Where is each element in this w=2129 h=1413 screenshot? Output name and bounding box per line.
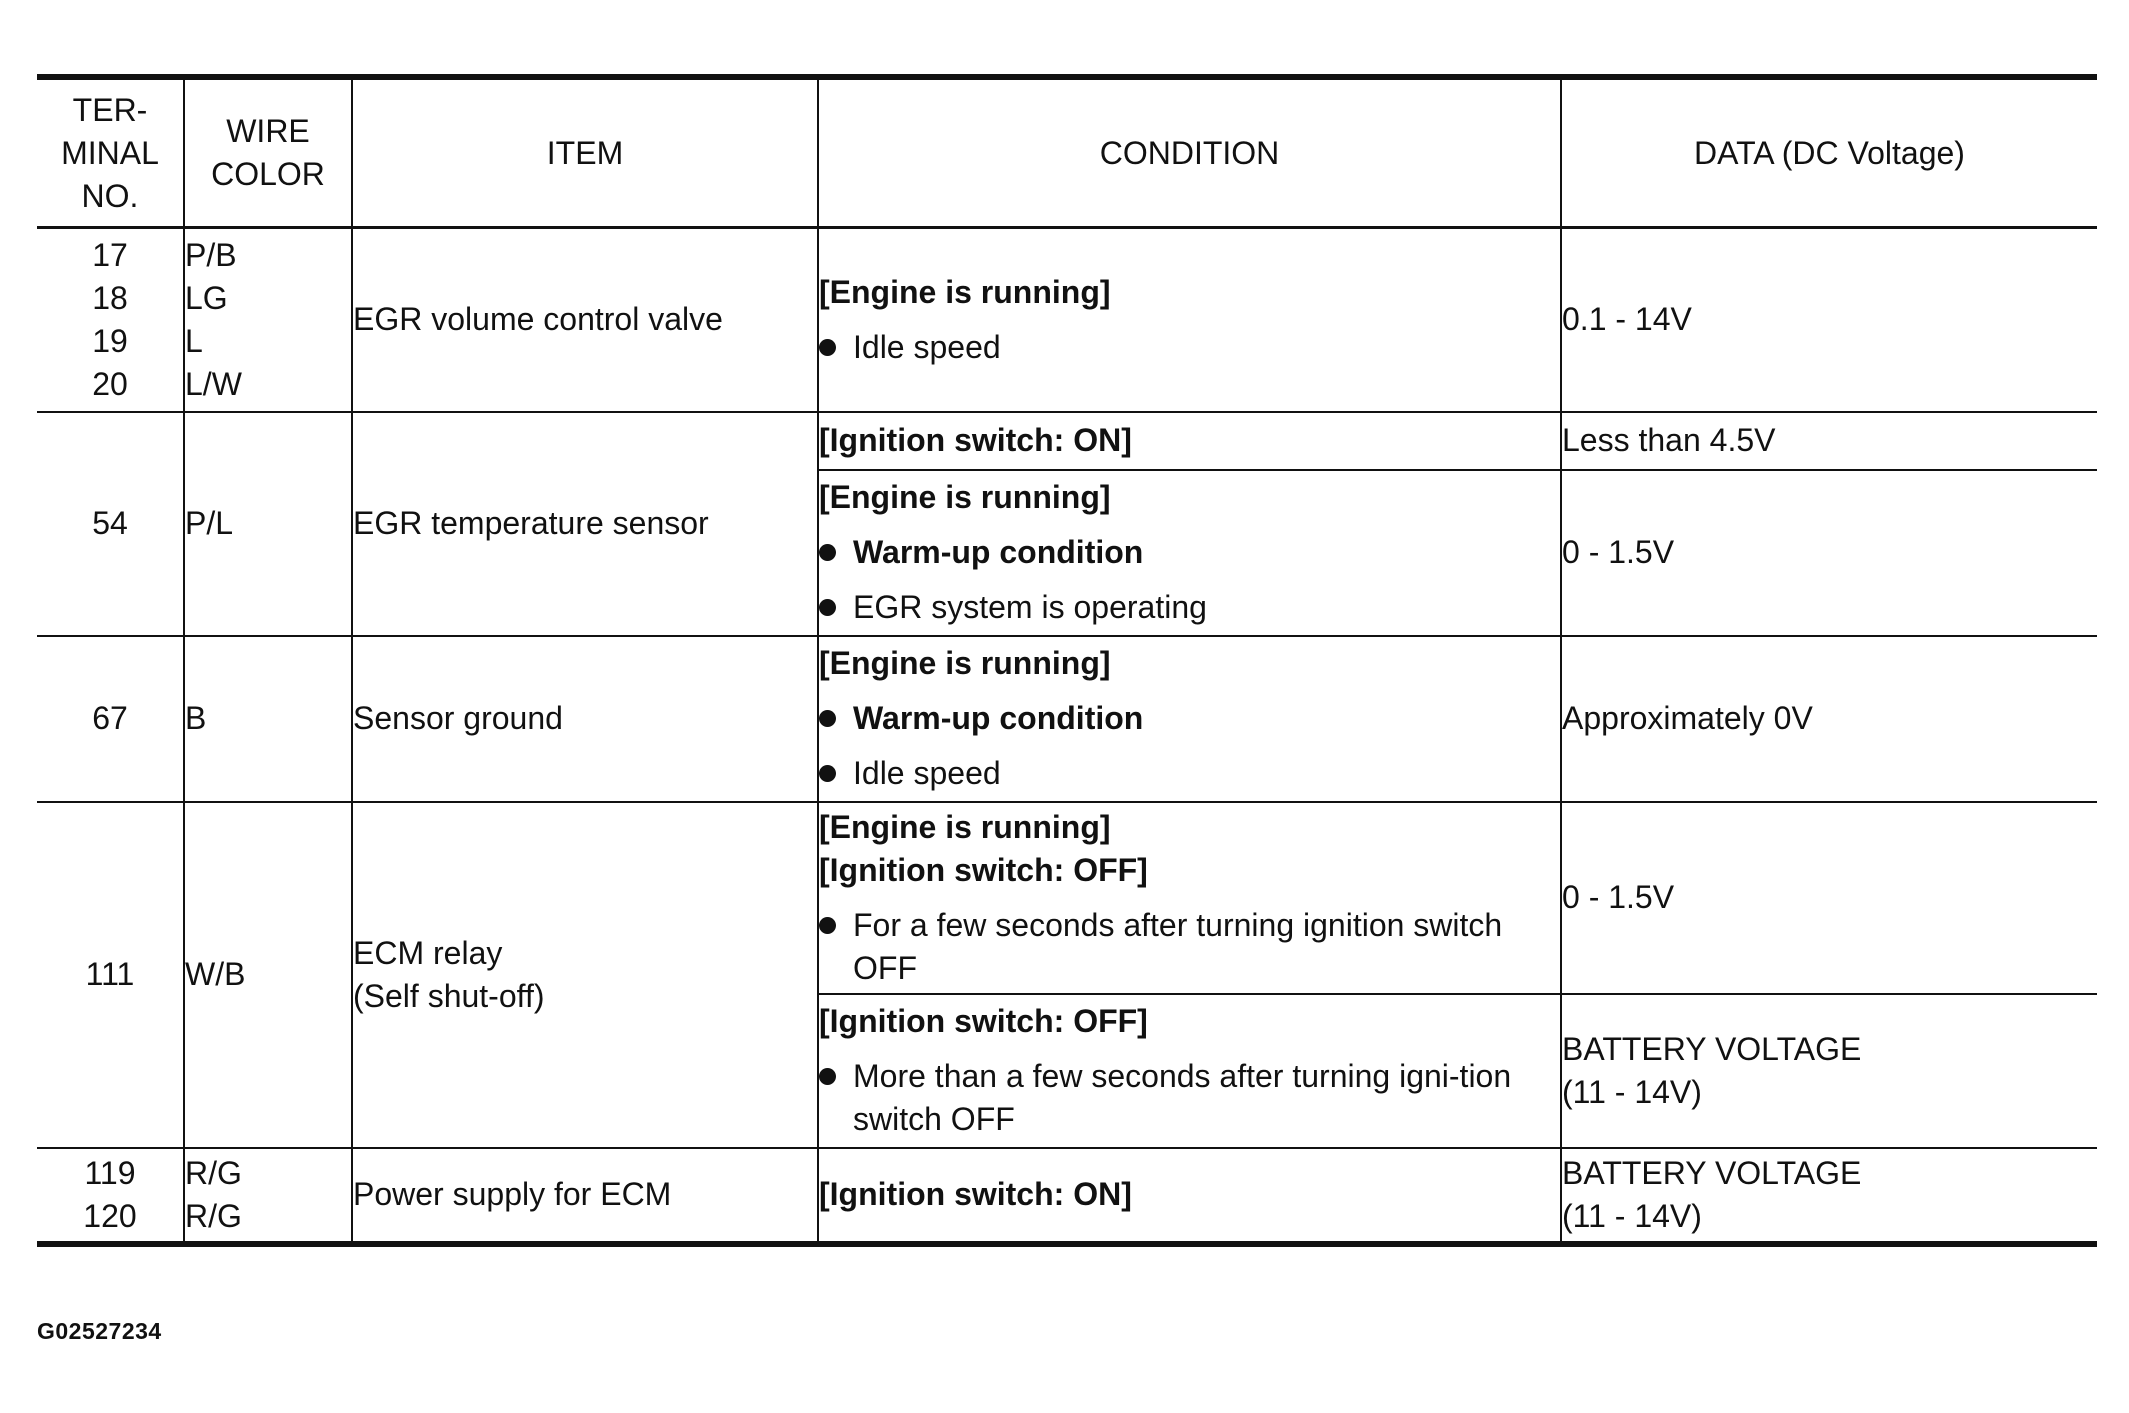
table-row: [37, 228, 2097, 412]
data-voltage-cell: Less than 4.5V: [1561, 412, 2097, 470]
condition-bullet-text: More than a few seconds after turning igni-tion switch OFF: [853, 1058, 1512, 1137]
condition-heading: [Ignition switch: OFF]: [819, 851, 1148, 888]
condition-cell: [818, 802, 1561, 994]
item-cell: Sensor ground: [352, 636, 818, 802]
wire-color-cell: B: [184, 636, 352, 802]
data-voltage-cell: Approximately 0V: [1561, 636, 2097, 802]
table-row: [37, 802, 2097, 994]
wire-color-cell: R/G R/G: [184, 1148, 352, 1244]
table-row: [37, 1148, 2097, 1244]
condition-heading: [Engine is running]: [819, 808, 1111, 845]
data-voltage-cell: BATTERY VOLTAGE (11 - 14V): [1562, 1154, 1862, 1234]
header-wire-color: WIRE COLOR: [184, 77, 352, 228]
bullet-dot-icon: [819, 599, 836, 616]
condition-heading: [Ignition switch: ON]: [819, 1176, 1132, 1212]
condition-bullet: [819, 586, 1560, 629]
condition-heading: [Engine is running]: [819, 273, 1111, 310]
condition-bullet: [819, 752, 1560, 795]
condition-cell: [818, 228, 1561, 412]
condition-cell: [818, 994, 1561, 1148]
condition-cell: [818, 412, 1561, 470]
terminal-no-cell: 17 18 19 20: [37, 228, 184, 412]
terminal-no-cell: 67: [37, 636, 184, 802]
condition-bullet: [819, 1055, 1560, 1141]
header-condition: CONDITION: [818, 77, 1561, 228]
condition-bullet-text: Warm-up condition: [853, 534, 1144, 570]
condition-bullet: [819, 326, 1560, 369]
table-body: [37, 228, 2097, 1244]
bullet-dot-icon: [819, 917, 836, 934]
terminal-no-cell: 119 120: [37, 1148, 184, 1244]
condition-bullet: [819, 531, 1560, 574]
item-cell: ECM relay (Self shut-off): [352, 802, 818, 1148]
condition-bullet-text: EGR system is operating: [853, 589, 1207, 625]
condition-bullet-text: Idle speed: [853, 755, 1001, 791]
condition-heading: [Ignition switch: OFF]: [819, 1003, 1148, 1039]
condition-heading: [Ignition switch: ON]: [819, 422, 1132, 458]
condition-cell: [818, 1148, 1561, 1244]
data-voltage-cell: 0 - 1.5V: [1561, 470, 2097, 636]
bullet-dot-icon: [819, 1068, 836, 1085]
condition-heading: [Engine is running]: [819, 645, 1111, 681]
item-cell: EGR temperature sensor: [352, 412, 818, 636]
condition-bullet: [819, 904, 1560, 990]
terminal-no-cell: 111: [37, 802, 184, 1148]
table-row: [37, 636, 2097, 802]
wire-color-cell: W/B: [184, 802, 352, 1148]
condition-cell: [818, 636, 1561, 802]
condition-bullet-text: For a few seconds after turning ignition switch OFF: [853, 906, 1503, 986]
ecm-terminal-table: [37, 74, 2097, 1247]
bullet-dot-icon: [819, 339, 836, 356]
condition-cell: [818, 470, 1561, 636]
wire-color-cell: P/L: [184, 412, 352, 636]
condition-bullet: [819, 697, 1560, 740]
data-voltage-cell: BATTERY VOLTAGE (11 - 14V): [1561, 994, 2097, 1148]
terminal-data-sheet: [37, 74, 2097, 1247]
header-data: DATA (DC Voltage): [1561, 77, 2097, 228]
table-row: [37, 412, 2097, 470]
bullet-dot-icon: [819, 544, 836, 561]
item-cell: Power supply for ECM: [352, 1148, 818, 1244]
bullet-dot-icon: [819, 765, 836, 782]
condition-heading: [Engine is running]: [819, 479, 1111, 515]
data-voltage-cell: 0.1 - 14V: [1561, 228, 2097, 412]
data-voltage-cell: 0 - 1.5V: [1561, 802, 2097, 994]
condition-bullet-text: Idle speed: [853, 328, 1001, 365]
terminal-no-cell: 54: [37, 412, 184, 636]
wire-color-cell: P/B LG L L/W: [184, 228, 352, 412]
header-item: ITEM: [352, 77, 818, 228]
condition-bullet-text: Warm-up condition: [853, 700, 1144, 736]
figure-id: G02527234: [37, 1318, 162, 1344]
header-terminal-no: TER- MINAL NO.: [37, 77, 184, 228]
header-row: [37, 77, 2097, 228]
item-cell: EGR volume control valve: [352, 228, 818, 412]
bullet-dot-icon: [819, 710, 836, 727]
